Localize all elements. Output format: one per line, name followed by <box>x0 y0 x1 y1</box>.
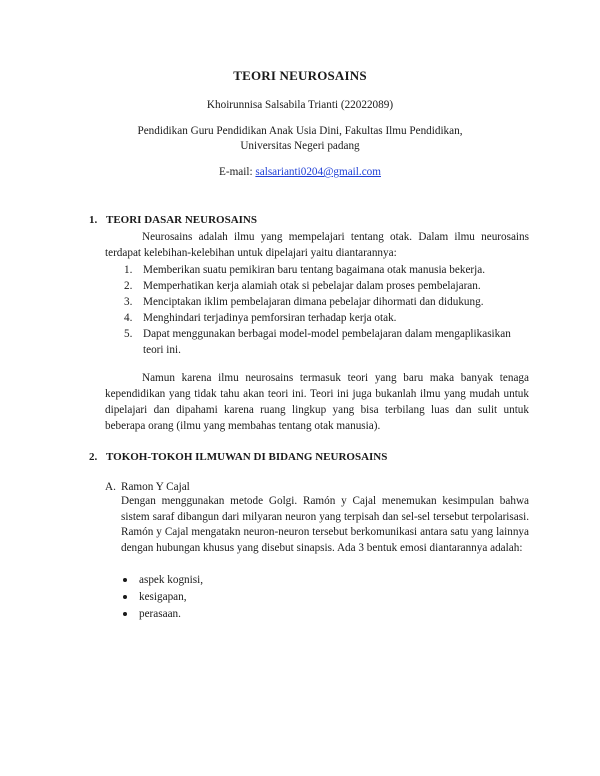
section-1-closing: Namun karena ilmu neurosains termasuk teori yang baru maka banyak tenaga kependidikan yang tidak tahu akan teori ini. Teori ini juga bukanlah ilmu yang mudah untuk dipelajari dan dipahami karena ruang lingkup yang bisa terbilang luas dan sulit untuk beberapa orang (ilmu yang membahas tentang otak manusia). <box>105 372 529 432</box>
section-1-number: 1. <box>89 214 98 226</box>
section-1-intro: Neurosains adalah ilmu yang mempelajari tentang otak. Dalam ilmu neurosains terdapat kelebihan-kelebihan untuk dipelajari yaitu diantarannya: <box>105 231 529 259</box>
list-item: 2. Memperhatikan kerja alamiah otak si pebelajar dalam proses pembelajaran. <box>124 280 481 292</box>
subsection-a-body: Dengan menggunakan metode Golgi. Ramón y Cajal menemukan kesimpulan bahwa sistem saraf dibangun dari milyaran neuron yang terpisah dan sel-sel tersebut terpolarisasi. Ramón y Cajal mengatakn neuron-neuron tersebut berkomunikasi antara satu yang lainnya dengan hubungan khusus yang disebut sinapsis. Ada 3 bentuk emosi diantarannya adalah: <box>121 495 529 554</box>
section-2-title: TOKOH-TOKOH ILMUWAN DI BIDANG NEUROSAINS <box>106 451 388 463</box>
bullet-icon <box>123 578 127 582</box>
email-line <box>0 164 600 180</box>
author-line: Khoirunnisa Salsabila Trianti (22022089) <box>206 99 394 111</box>
list-item: 3. Menciptakan iklim pembelajaran dimana pebelajar dihormati dan didukung. <box>124 296 484 308</box>
bullet-icon <box>123 595 127 599</box>
list-item: 1. Memberikan suatu pemikiran baru tentang bagaimana otak manusia bekerja. <box>124 264 486 276</box>
list-item: 5. Dapat menggunakan berbagai model-model pembelajaran dalam mengaplikasikan teori ini. <box>124 328 511 356</box>
subsection-title: Ramon Y Cajal <box>121 481 190 493</box>
section-2-heading <box>89 449 387 465</box>
list-item: aspek kognisi, <box>121 572 203 589</box>
email-label: E-mail: <box>219 166 256 178</box>
section-1-title: TEORI DASAR NEUROSAINS <box>106 214 257 226</box>
subsection-a-heading <box>105 479 190 495</box>
emotion-list <box>121 572 203 623</box>
list-item: 4. Menghindari terjadinya pemforsiran terhadap kerja otak. <box>124 312 397 324</box>
document-title: TEORI NEUROSAINS <box>233 68 367 83</box>
section-2-number: 2. <box>89 451 98 463</box>
subsection-letter: A. <box>105 481 116 493</box>
list-item: perasaan. <box>121 606 203 623</box>
list-item: kesigapan, <box>121 589 203 606</box>
section-1-heading <box>89 212 257 228</box>
affiliation: Pendidikan Guru Pendidikan Anak Usia Dini, Fakultas Ilmu Pendidikan, Universitas Negeri padang <box>137 125 463 152</box>
bullet-icon <box>123 612 127 616</box>
advantages-list <box>124 262 529 358</box>
email-link[interactable]: salsarianti0204@gmail.com <box>255 166 381 178</box>
